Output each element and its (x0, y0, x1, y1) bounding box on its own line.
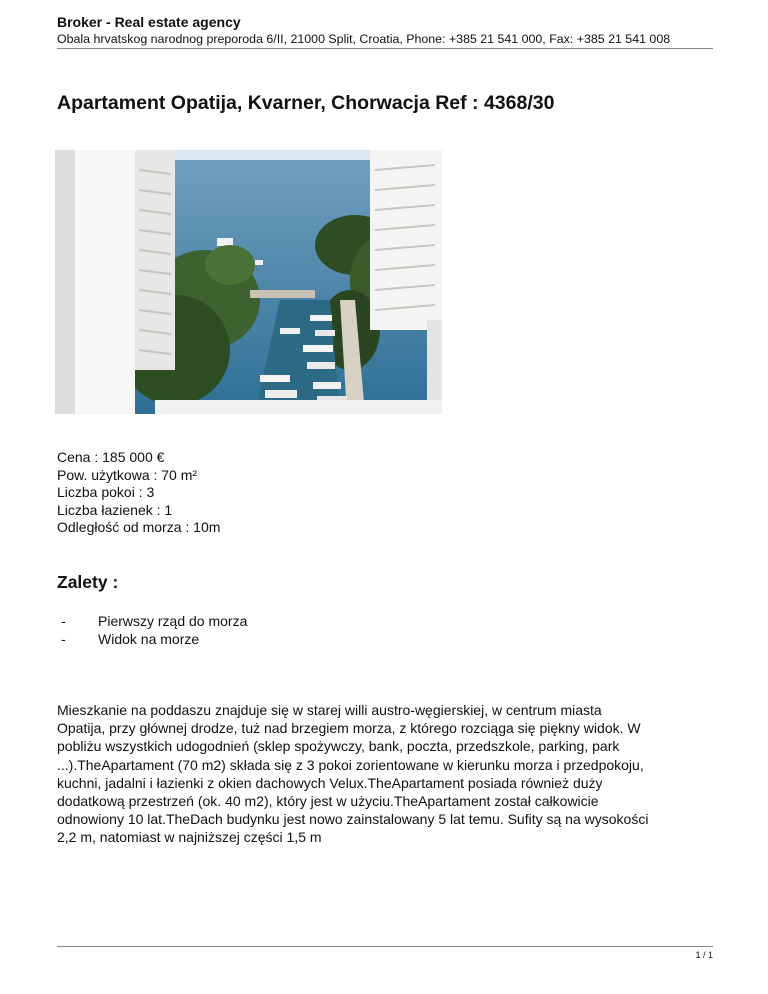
page-header (57, 14, 713, 47)
footer-divider (57, 946, 713, 947)
description-line: kuchni, jadalni i łazienki z okien dachowych Velux.TheApartament posiada również duży (57, 774, 603, 791)
spec-bathrooms: Liczba łazienek : 1 (57, 501, 173, 518)
property-description (57, 701, 717, 847)
advantage-item: - Pierwszy rząd do morza (57, 612, 247, 630)
spec-area: Pow. użytkowa : 70 m² (57, 466, 198, 483)
advantages-heading: Zalety : (57, 572, 119, 592)
description-line: 2,2 m, natomiast w najniższej części 1,5 m (57, 829, 322, 846)
spec-rooms: Liczba pokoi : 3 (57, 484, 155, 501)
description-line: odnowiony 10 lat.TheDach budynku jest nowo zainstalowany 5 lat temu. Sufity są na wysokości (57, 811, 649, 828)
spec-sea-distance: Odległość od morza : 10m (57, 519, 221, 536)
property-specs (57, 449, 220, 537)
description-line: ...).TheApartament (70 m2) składa się z 3 pokoi zorientowane w kierunku morza i przedpokoju, (57, 756, 644, 773)
listing-title: Apartament Opatija, Kvarner, Chorwacja Ref : 4368/30 (57, 92, 555, 114)
advantages-list (57, 612, 247, 648)
header-divider (57, 48, 713, 49)
description-line: Opatija, przy głównej drodze, tuż nad brzegiem morza, z którego rozciąga się piękny widok. W (57, 720, 641, 737)
advantage-item: - Widok na morze (57, 630, 247, 648)
company-address: Obala hrvatskog narodnog preporoda 6/II, 21000 Split, Croatia, Phone: +385 21 541 000, Fax: +385 21 541 008 (57, 32, 671, 46)
description-line: pobliżu wszystkich udogodnień (sklep spożywczy, bank, poczta, przedszkole, parking, park (57, 738, 620, 755)
spec-price: Cena : 185 000 € (57, 449, 165, 465)
property-photo (55, 150, 442, 414)
page-number: 1 / 1 (695, 950, 713, 960)
description-line: Mieszkanie na poddaszu znajduje się w starej willi austro-węgierskiej, w centrum miasta (57, 702, 602, 718)
company-name: Broker - Real estate agency (57, 14, 241, 30)
description-line: dodatkową przestrzeń (ok. 40 m2), który jest w użyciu.TheApartament został całkowicie (57, 793, 599, 810)
